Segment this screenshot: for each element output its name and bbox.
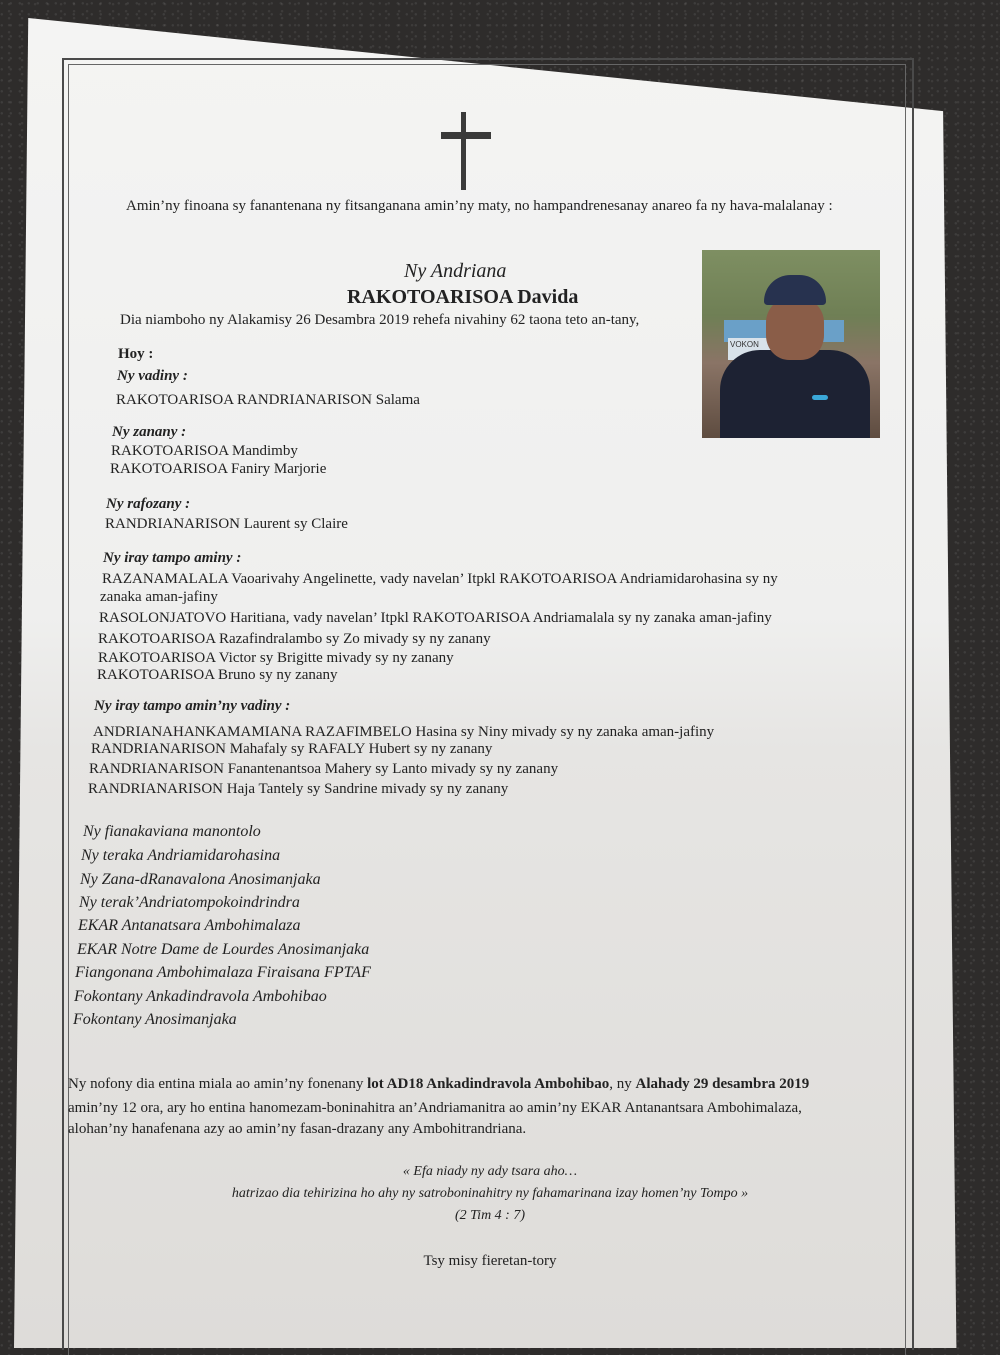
family-line: Ny terak’Andriatompokoindrindra xyxy=(79,894,300,911)
family-line: Fokontany Anosimanjaka xyxy=(73,1011,237,1028)
section-heading-spouse-siblings: Ny iray tampo amin’ny vadiny : xyxy=(94,698,291,714)
family-line: Ny teraka Andriamidarohasina xyxy=(81,847,281,864)
quote-line-2: hatrizao dia tehirizina ho ahy ny satroboninahitry ny fahamarinana izay homen’ny Tompo » xyxy=(231,1186,749,1201)
portrait-photo xyxy=(702,250,880,438)
spouse-sibling-line: ANDRIANAHANKAMAMIANA RAZAFIMBELO Hasina sy Niny mivady sy ny zanaka aman-jafiny xyxy=(93,724,715,740)
spouse-sibling-line: RANDRIANARISON Fanantenantsoa Mahery sy Lanto mivady sy ny zanany xyxy=(89,761,559,777)
closing-note: Tsy misy fieretan-tory xyxy=(423,1253,557,1269)
sibling-line: RASOLONJATOVO Haritiana, vady navelan’ Itpkl RAKOTOARISOA Andriamalala sy ny zanaka aman-jafiny xyxy=(99,610,772,626)
deceased-name: RAKOTOARISOA Davida xyxy=(347,286,579,308)
section-heading-spouse: Ny vadiny : xyxy=(117,368,188,384)
funeral-text: , ny xyxy=(609,1076,636,1092)
funeral-line-3: alohan’ny hanafenana azy ao amin’ny fasan-drazany any Ambohitrandriana. xyxy=(68,1121,527,1137)
hoy-label: Hoy : xyxy=(118,346,154,362)
family-line: Ny Zana-dRanavalona Anosimanjaka xyxy=(80,871,321,888)
funeral-text: Ny nofony dia entina miala ao amin’ny fonenany xyxy=(68,1076,368,1092)
spouse-sibling-line: RANDRIANARISON Haja Tantely sy Sandrine mivady sy ny zanany xyxy=(88,781,509,797)
sibling-line: RAZANAMALALA Vaoarivahy Angelinette, vady navelan’ Itpkl RAKOTOARISOA Andriamidarohasina sy ny xyxy=(102,571,778,587)
quote-reference: (2 Tim 4 : 7) xyxy=(455,1208,525,1223)
family-line: EKAR Notre Dame de Lourdes Anosimanjaka xyxy=(77,941,370,958)
sibling-line: RAKOTOARISOA Razafindralambo sy Zo mivady sy ny zanany xyxy=(98,631,491,647)
intro-text: Amin’ny finoana sy fanantenana ny fitsanganana amin’ny maty, no hampandrenesanay anareo fa ny hava-malalanay : xyxy=(126,198,833,214)
funeral-line-1 xyxy=(68,1077,809,1092)
section-heading-children: Ny zanany : xyxy=(112,424,187,440)
sibling-line: zanaka aman-jafiny xyxy=(100,589,218,605)
family-line: Fokontany Ankadindravola Ambohibao xyxy=(74,988,327,1005)
funeral-line-2: amin’ny 12 ora, ary ho entina hanomezam-boninahitra an’Andriamanitra ao amin’ny EKAR Antanantsara Ambohimalaza, xyxy=(68,1100,802,1116)
sibling-line: RAKOTOARISOA Victor sy Brigitte mivady sy ny zanany xyxy=(98,650,454,666)
funeral-location: lot AD18 Ankadindravola Ambohibao xyxy=(367,1076,610,1092)
honorific: Ny Andriana xyxy=(404,260,507,282)
death-line: Dia niamboho ny Alakamisy 26 Desambra 2019 rehefa nivahiny 62 taona teto an-tany, xyxy=(120,312,640,328)
section-heading-siblings: Ny iray tampo aminy : xyxy=(103,550,242,566)
child-line: RAKOTOARISOA Faniry Marjorie xyxy=(110,461,327,477)
sibling-line: RAKOTOARISOA Bruno sy ny zanany xyxy=(97,667,338,683)
spouse-line: RAKOTOARISOA RANDRIANARISON Salama xyxy=(116,392,420,408)
child-line: RAKOTOARISOA Mandimby xyxy=(111,443,298,459)
section-heading-in-laws: Ny rafozany : xyxy=(106,496,191,512)
in-law-line: RANDRIANARISON Laurent sy Claire xyxy=(105,516,348,532)
photo-sign: VOKON xyxy=(728,338,778,360)
family-line: Fiangonana Ambohimalaza Firaisana FPTAF xyxy=(75,964,371,981)
funeral-date: Alahady 29 desambra 2019 xyxy=(635,1076,810,1092)
family-line: EKAR Antanatsara Ambohimalaza xyxy=(78,917,301,934)
spouse-sibling-line: RANDRIANARISON Mahafaly sy RAFALY Hubert sy ny zanany xyxy=(91,741,493,757)
quote-line-1: « Efa niady ny ady tsara aho… xyxy=(402,1164,578,1179)
family-line: Ny fianakaviana manontolo xyxy=(83,823,261,840)
